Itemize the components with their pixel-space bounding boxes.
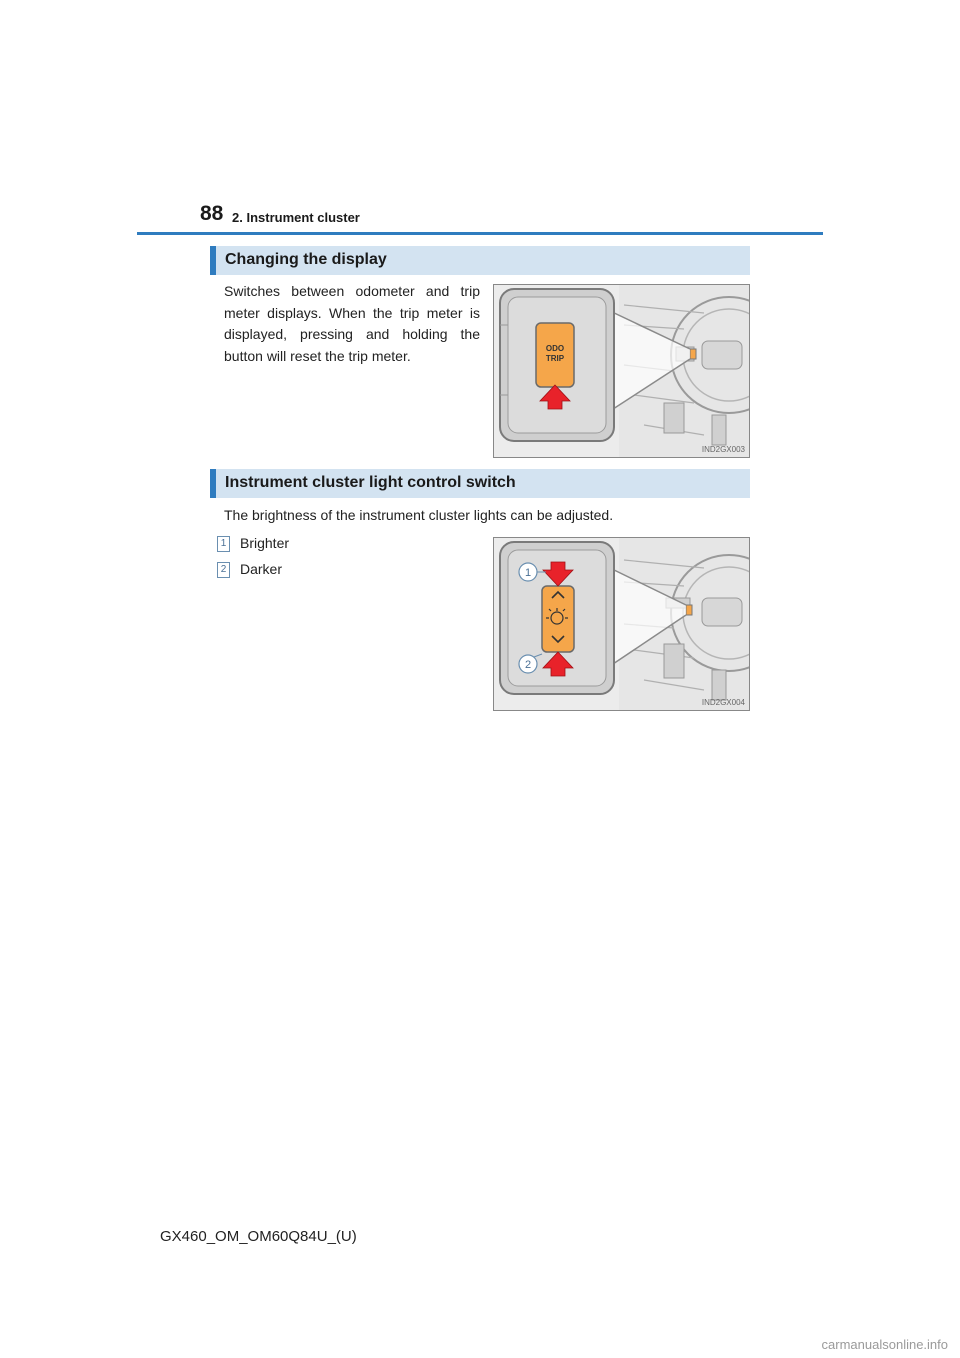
odo-trip-illustration xyxy=(494,285,750,458)
figure-odo-trip-button xyxy=(493,284,750,458)
callout-2: 2 xyxy=(524,659,532,671)
header-rule xyxy=(137,232,823,235)
list-item-label: Brighter xyxy=(240,535,290,551)
light-switch-illustration xyxy=(494,538,750,711)
list-item-label: Darker xyxy=(240,561,283,577)
page-number: 88 xyxy=(200,202,224,225)
section-heading-light-control xyxy=(210,469,750,498)
section-heading-changing-display xyxy=(210,246,750,275)
section-breadcrumb: 2. Instrument cluster xyxy=(232,210,360,225)
list-item-brighter xyxy=(217,535,289,552)
section-title: Changing the display xyxy=(225,251,387,268)
callout-1: 1 xyxy=(524,567,532,579)
button-label-odo: ODO xyxy=(545,344,565,353)
section-body-text: The brightness of the instrument cluster lights can be adjusted. xyxy=(224,507,614,523)
section-body-text: Switches between odometer and trip meter displays. When the trip meter is displayed, pressing and holding the button will reset the trip meter. xyxy=(224,283,480,364)
figure-code: IND2GX004 xyxy=(701,698,745,707)
list-number-badge: 2 xyxy=(217,562,230,578)
list-item-darker xyxy=(217,561,282,578)
figure-code: IND2GX003 xyxy=(701,445,745,454)
footer-doc-id: GX460_OM_OM60Q84U_(U) xyxy=(160,1228,357,1245)
footer-watermark[interactable]: carmanualsonline.info xyxy=(821,1337,948,1352)
button-label-trip: TRIP xyxy=(545,354,565,363)
section-title: Instrument cluster light control switch xyxy=(225,474,516,491)
figure-light-control-switch xyxy=(493,537,750,711)
list-number-badge: 1 xyxy=(217,536,230,552)
